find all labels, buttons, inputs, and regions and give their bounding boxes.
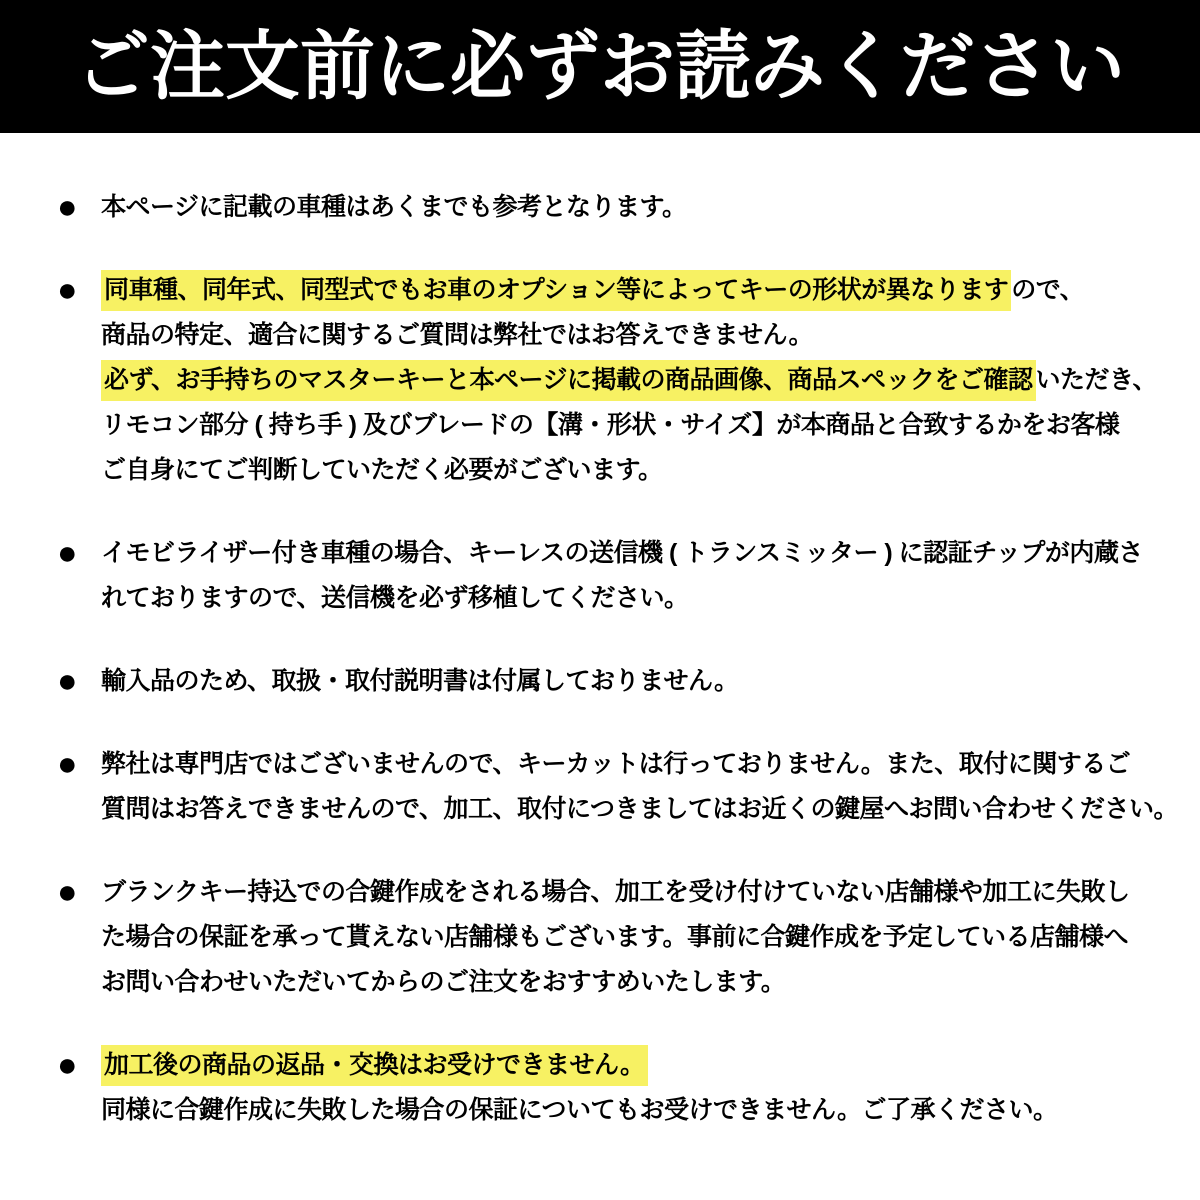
notice-list bbox=[0, 133, 1200, 1133]
notice-line bbox=[101, 787, 1179, 832]
page-title: ご注文前に必ずお読みください bbox=[74, 24, 1125, 108]
notice-line bbox=[101, 659, 1156, 704]
notice-item bbox=[57, 870, 1156, 1005]
notice-text: 商品の特定、適合に関するご質問は弊社ではお答えできません。 bbox=[101, 321, 814, 349]
bullet-icon: ● bbox=[57, 271, 78, 309]
notice-line bbox=[101, 313, 1156, 358]
notice-text: 弊社は専門店ではございませんので、キーカットは行っておりません。また、取付に関するご bbox=[101, 750, 1131, 778]
notice-line bbox=[101, 358, 1156, 403]
bullet-icon: ● bbox=[57, 188, 78, 226]
bullet-icon: ● bbox=[57, 1046, 78, 1084]
notice-text: いただき、 bbox=[1035, 366, 1158, 394]
notice-item-text bbox=[101, 742, 1179, 832]
notice-text: リモコン部分 ( 持ち手 ) 及びブレードの【溝・形状・サイズ】が本商品と合致するかをお客様 bbox=[101, 411, 1120, 439]
notice-text: ブランクキー持込での合鍵作成をされる場合、加工を受け付けていない店舗様や加工に失敗し bbox=[101, 878, 1130, 906]
notice-item bbox=[57, 268, 1158, 493]
notice-line bbox=[101, 268, 1156, 313]
notice-text: 本ページに記載の車種はあくまでも参考となります。 bbox=[101, 193, 687, 221]
highlighted-text: 加工後の商品の返品・交換はお受けできません。 bbox=[101, 1045, 648, 1086]
notice-item-text bbox=[101, 268, 1156, 493]
notice-line bbox=[101, 448, 1156, 493]
notice-text: ので、 bbox=[1011, 276, 1085, 304]
notice-line bbox=[101, 870, 1156, 915]
notice-text: れておりますので、送信機を必ず移植してください。 bbox=[101, 584, 689, 612]
notice-text: 輸入品のため、取扱・取付説明書は付属しておりません。 bbox=[101, 667, 739, 695]
notice-line bbox=[101, 1088, 1156, 1133]
notice-text: お問い合わせいただいてからのご注文をおすすめいたします。 bbox=[101, 968, 786, 996]
notice-item bbox=[57, 1043, 1156, 1133]
bullet-icon: ● bbox=[57, 873, 78, 911]
notice-text: 質問はお答えできませんので、加工、取付につきましてはお近くの鍵屋へお問い合わせください。 bbox=[101, 795, 1179, 823]
notice-item bbox=[57, 659, 1156, 704]
notice-line bbox=[101, 576, 1156, 621]
notice-text: 同様に合鍵作成に失敗した場合の保証についてもお受けできません。ご了承ください。 bbox=[101, 1096, 1058, 1124]
highlighted-text: 同車種、同年式、同型式でもお車のオプション等によってキーの形状が異なります bbox=[101, 270, 1011, 311]
notice-item-text bbox=[101, 659, 1156, 704]
notice-item bbox=[57, 531, 1156, 621]
notice-line bbox=[101, 960, 1156, 1005]
notice-line bbox=[101, 403, 1156, 448]
bullet-icon: ● bbox=[57, 534, 78, 572]
notice-line bbox=[101, 531, 1156, 576]
notice-header bbox=[0, 0, 1200, 133]
notice-line bbox=[101, 185, 1156, 230]
notice-item bbox=[57, 185, 1156, 230]
notice-item-text bbox=[101, 185, 1156, 230]
notice-line bbox=[101, 742, 1156, 787]
notice-item bbox=[57, 742, 1179, 832]
notice-text: イモビライザー付き車種の場合、キーレスの送信機 ( トランスミッター ) に認証チップが内蔵さ bbox=[101, 539, 1143, 567]
notice-item-text bbox=[101, 1043, 1156, 1133]
notice-text: ご自身にてご判断していただく必要がございます。 bbox=[101, 456, 663, 484]
notice-item-text bbox=[101, 531, 1156, 621]
highlighted-text: 必ず、お手持ちのマスターキーと本ページに掲載の商品画像、商品スペックをご確認 bbox=[101, 360, 1036, 401]
notice-line bbox=[101, 915, 1156, 960]
notice-line bbox=[101, 1043, 1156, 1088]
bullet-icon: ● bbox=[57, 662, 78, 700]
notice-text: た場合の保証を承って貰えない店舗様もございます。事前に合鍵作成を予定している店舗様へ bbox=[101, 923, 1129, 951]
notice-item-text bbox=[101, 870, 1156, 1005]
bullet-icon: ● bbox=[57, 745, 78, 783]
